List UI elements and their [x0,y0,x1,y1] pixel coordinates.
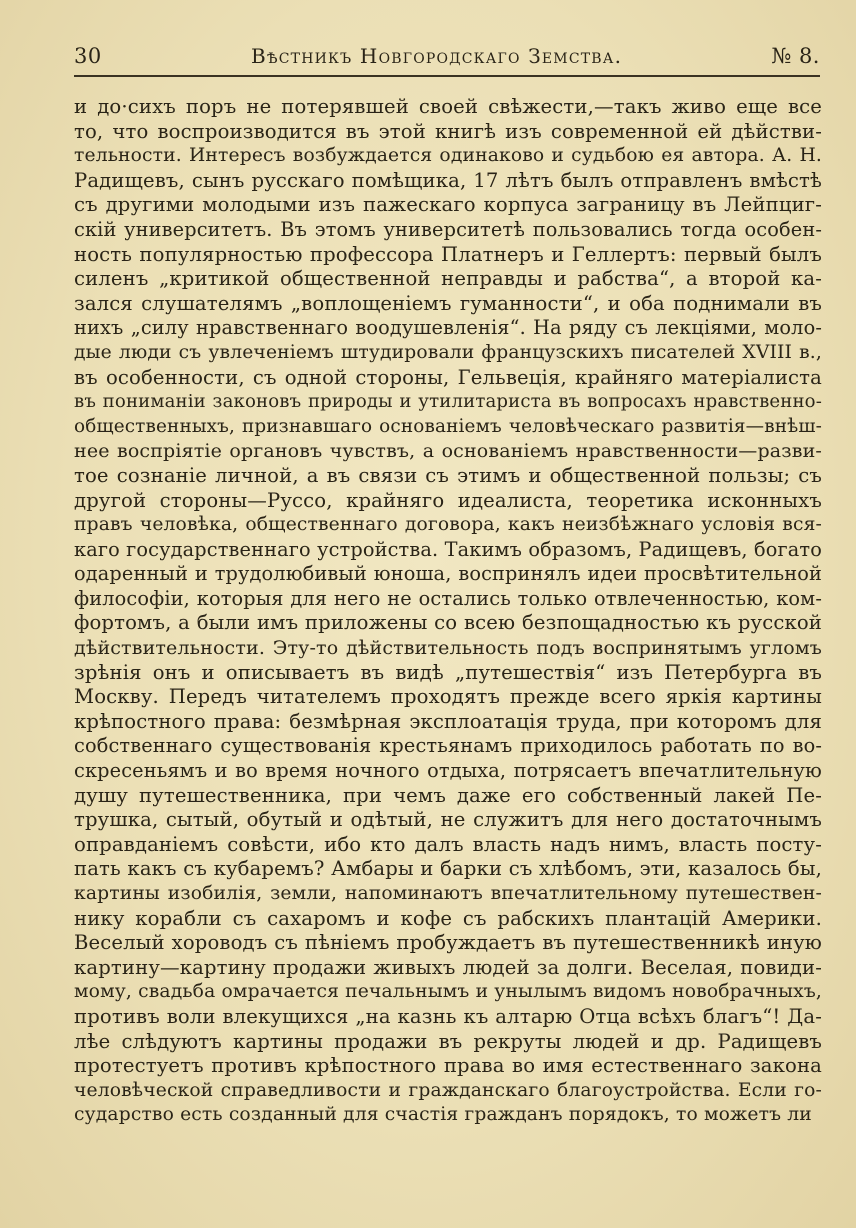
text-line: крѣпостного права: безмѣрная эксплоатація труда, при которомъ для [74,709,822,733]
text-line: нику корабли съ сахаромъ и кофе съ рабскихъ плантацій Америки. [74,906,822,930]
text-line: и до·сихъ поръ не потерявшей своей свѣжести,—такъ живо еще все [74,95,822,118]
text-line: каго государственнаго устройства. Такимъ образомъ, Радищевъ, богато [74,537,822,561]
text-line: оправданіемъ совѣсти, ибо кто далъ власть надъ нимъ, власть посту- [74,832,822,856]
text-line: ность популярностью профессора Платнеръ и Геллертъ: первый былъ [74,242,822,266]
text-line: общественныхъ, признавшаго основаніемъ человѣческаго развитія—внѣш- [74,415,822,437]
text-line: фортомъ, а были имъ приложены со всею безпощадностью къ русской [74,611,822,635]
journal-title: Вѣстникъ Новгородскаго Земства. [250,44,623,68]
text-line: пать какъ съ кубаремъ? Амбары и барки съ хлѣбомъ, эти, казалось бы, [74,857,822,881]
text-line: дѣйствительности. Эту-то дѣйствительность подъ воспринятымъ угломъ [74,637,822,660]
text-line: въ пониманіи законовъ природы и утилитариста въ вопросахъ нравственно- [74,391,822,413]
text-line: протестуетъ противъ крѣпостного права во имя естественнаго закона [74,1054,822,1078]
body-text [74,95,822,1128]
text-line: сударство есть созданный для счастія гражданъ порядокъ, то можетъ ли [74,1104,812,1126]
text-line: правъ человѣка, общественнаго договора, какъ неизбѣжнаго условія вся- [74,514,822,536]
text-line: въ особенности, съ одной стороны, Гельвеція, крайняго матеріалиста [74,365,822,389]
text-line: человѣческой справедливости и гражданскаго благоустройства. Если го- [74,1079,822,1101]
issue-number: № 8. [771,44,820,68]
text-line: душу путешественника, при чемъ даже его собственный лакей Пе- [74,783,822,807]
text-line: Радищевъ, сынъ русскаго помѣщика, 17 лѣтъ былъ отправленъ вмѣстѣ [74,168,822,192]
text-line: противъ воли влекущихся „на казнь къ алтарю Отца всѣхъ благъ“! Да- [74,1004,822,1028]
text-line: одаренный и трудолюбивый юноша, воспринялъ идеи просвѣтительной [74,562,822,586]
text-line: тельности. Интересъ возбуждается одинаково и судьбою ея автора. А. Н. [74,145,822,167]
text-line: нихъ „силу нравственнаго воодушевленія“. На ряду съ лекціями, моло- [74,316,822,340]
page-number: 30 [74,44,102,68]
text-line: Москву. Передъ читателемъ проходятъ прежде всего яркія картины [74,685,822,709]
text-line: лѣе слѣдуютъ картины продажи въ рекруты людей и др. Радищевъ [74,1029,822,1053]
text-line: зрѣнія онъ и описываетъ въ видѣ „путешествія“ изъ Петербурга въ [74,660,822,684]
text-line: картины изобилія, земли, напоминаютъ впечатлительному путешествен- [74,883,822,904]
text-line: скресеньямъ и во время ночного отдыха, потрясаетъ впечатлительную [74,759,822,783]
text-line: другой стороны—Руссо, крайняго идеалиста, теоретика исконныхъ [74,488,822,512]
text-line: Веселый хороводъ съ пѣніемъ пробуждаетъ въ путешественникѣ иную [74,931,822,955]
text-line: дые люди съ увлеченіемъ штудировали французскихъ писателей XVIII в., [74,341,822,363]
text-line: нее воспріятіе органовъ чувствъ, а основаніемъ нравственности—разви- [74,440,822,463]
text-line: зался слушателямъ „воплощеніемъ гуманности“, и оба поднимали въ [74,291,822,315]
text-line: скій университетъ. Въ этомъ университетѣ пользовались тогда особен- [74,217,822,241]
text-line: мому, свадьба омрачается печальнымъ и унылымъ видомъ новобрачныхъ, [74,981,822,1003]
text-line: силенъ „критикой общественной неправды и рабства“, а второй ка- [74,267,822,291]
text-line: трушка, сытый, обутый и одѣтый, не служитъ для него достаточнымъ [74,808,822,832]
text-line: философіи, которыя для него не остались только отвлеченностью, ком- [74,586,822,610]
text-line: тое сознаніе личной, а въ связи съ этимъ и общественной пользы; съ [74,463,822,487]
text-line: съ другими молодыми изъ пажескаго корпуса заграницу въ Лейпциг- [74,193,822,217]
text-line: то, что воспроизводится въ этой книгѣ изъ современной ей дѣйстви- [74,119,822,143]
text-line: собственнаго существованія крестьянамъ приходилось работать по во- [74,734,822,758]
text-line: картину—картину продажи живыхъ людей за долги. Веселая, повиди- [74,955,822,979]
running-header [74,44,820,74]
header-rule [74,75,820,77]
